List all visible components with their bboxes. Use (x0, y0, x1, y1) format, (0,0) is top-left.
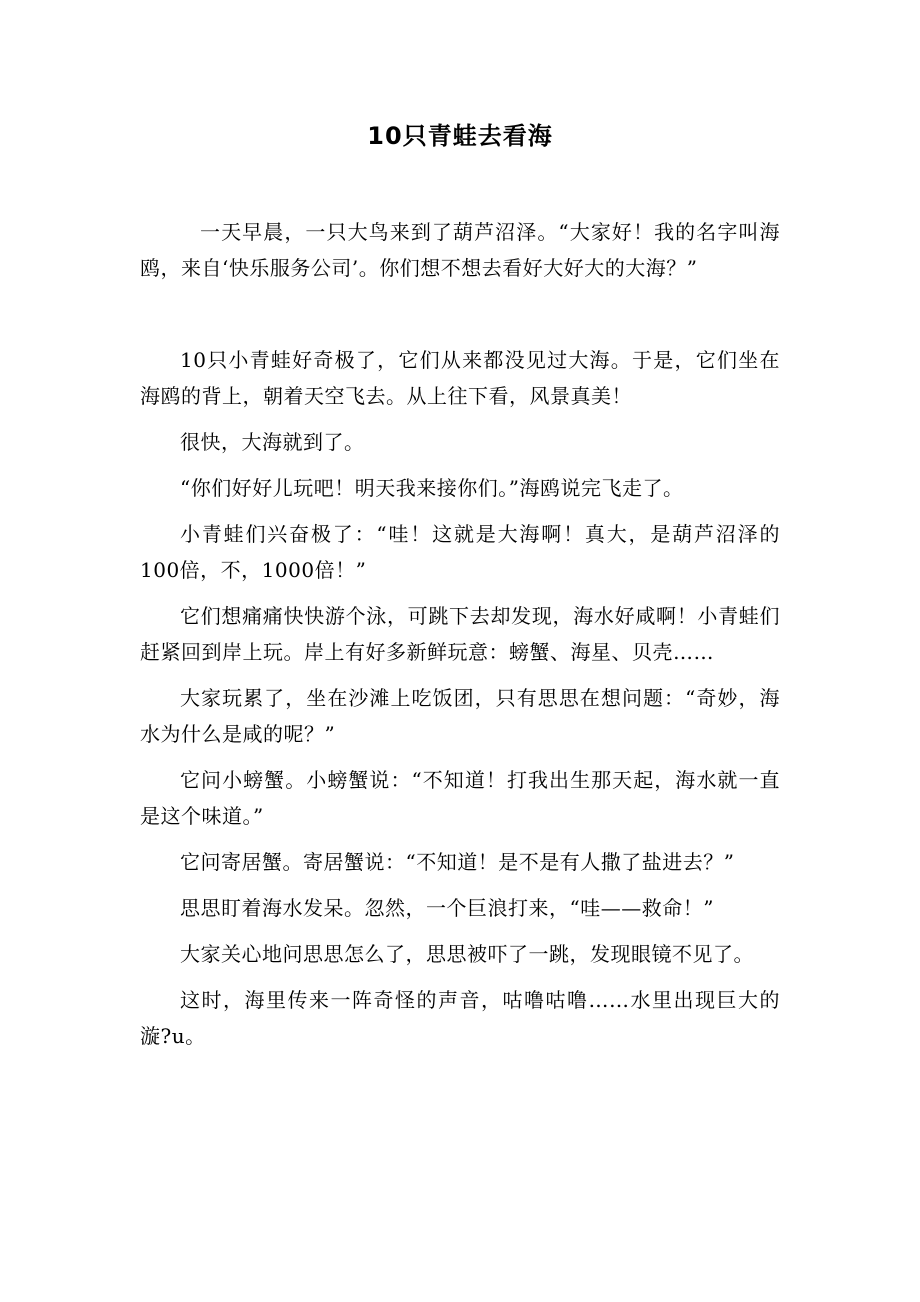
paragraph-4: “你们好好儿玩吧！明天我来接你们。”海鸥说完飞走了。 (180, 476, 684, 500)
paragraph-10: 思思盯着海水发呆。忽然，一个巨浪打来，“哇——救命！” (180, 896, 714, 920)
document-title: 10只青蛙去看海 (367, 122, 553, 150)
paragraph-3: 很快，大海就到了。 (180, 430, 365, 454)
paragraph-6: 它们想痛痛快快游个泳，可跳下去却发现，海水好咸啊！小青蛙们赶紧回到岸上玩。岸上有好多新鲜玩意：螃蟹、海星、贝壳…… (140, 604, 780, 664)
paragraph-12: 这时，海里传来一阵奇怪的声音，咕噜咕噜……水里出现巨大的漩?u。 (140, 988, 780, 1048)
paragraph-1: 一天早晨，一只大鸟来到了葫芦沼泽。“大家好！我的名字叫海鸥，来自‘快乐服务公司’。你们想不想去看好大好大的大海？” (140, 220, 780, 280)
document-body (140, 214, 780, 1064)
paragraph-9: 它问寄居蟹。寄居蟹说：“不知道！是不是有人撒了盐进去？” (180, 850, 735, 874)
paragraph-2: 10只小青蛙好奇极了，它们从来都没见过大海。于是，它们坐在海鸥的背上，朝着天空飞去。从上往下看，风景真美！ (140, 348, 780, 408)
paragraph-8: 它问小螃蟹。小螃蟹说：“不知道！打我出生那天起，海水就一直是这个味道。” (140, 768, 780, 828)
paragraph-5: 小青蛙们兴奋极了：“哇！这就是大海啊！真大，是葫芦沼泽的100倍，不，1000倍！” (140, 522, 780, 582)
paragraph-7: 大家玩累了，坐在沙滩上吃饭团，只有思思在想问题：“奇妙，海水为什么是咸的呢？” (140, 686, 780, 746)
paragraph-11: 大家关心地问思思怎么了，思思被吓了一跳，发现眼镜不见了。 (180, 942, 754, 966)
